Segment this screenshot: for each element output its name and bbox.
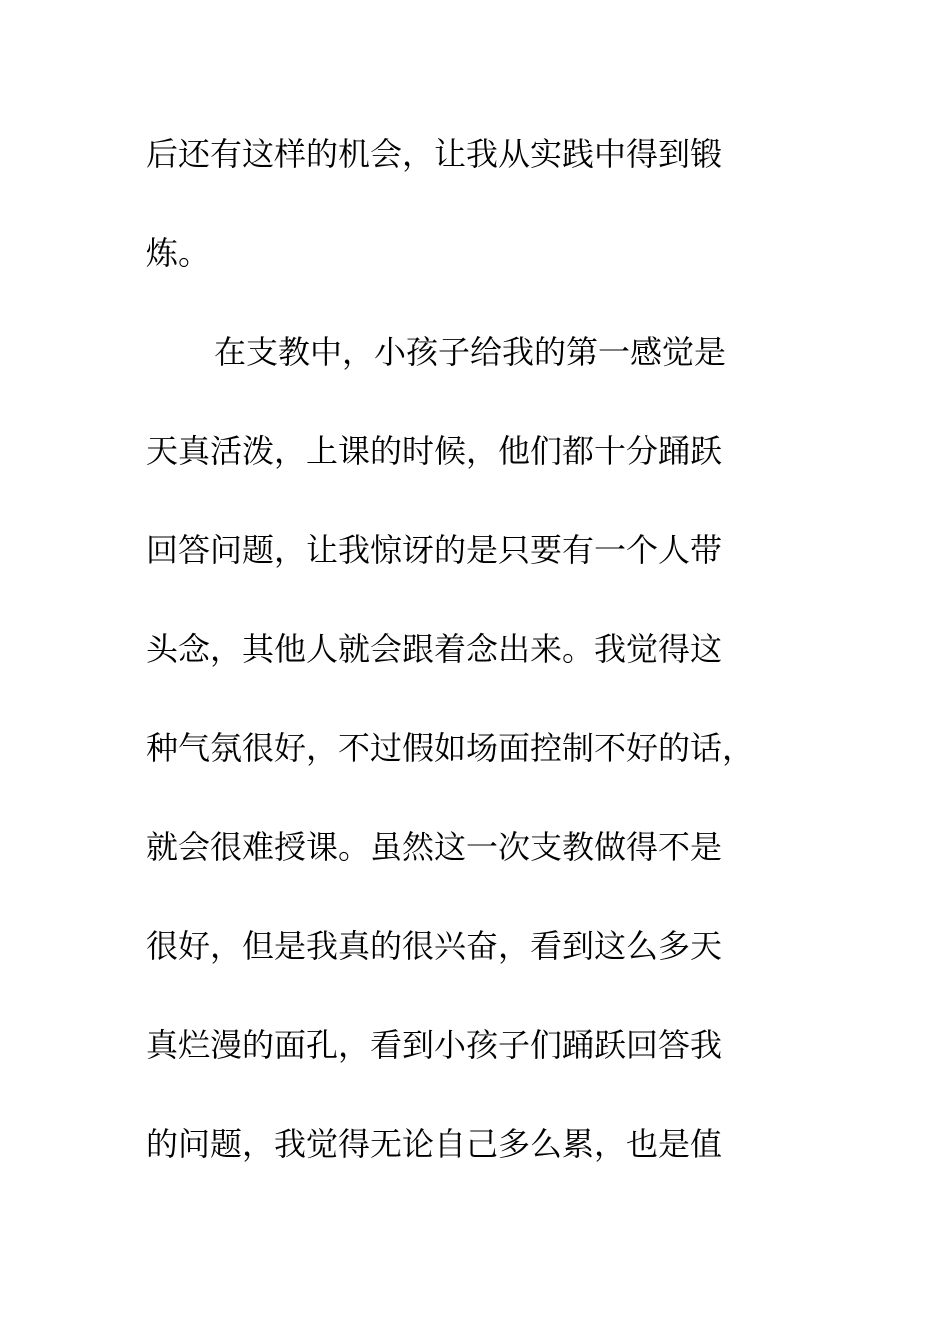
- text-line: 真烂漫的面孔，看到小孩子们踊跃回答我: [146, 1026, 723, 1064]
- text-line: 后还有这样的机会，让我从实践中得到锻: [146, 135, 723, 173]
- text-line: 炼。: [146, 234, 211, 272]
- text-line: 天真活泼，上课的时候，他们都十分踊跃: [146, 432, 723, 470]
- text-line: 种气氛很好，不过假如场面控制不好的话，: [146, 729, 755, 767]
- text-line: 回答问题，让我惊讶的是只要有一个人带: [146, 531, 723, 569]
- text-line: 就会很难授课。虽然这一次支教做得不是: [146, 828, 723, 866]
- text-line: 很好，但是我真的很兴奋，看到这么多天: [146, 927, 723, 965]
- paragraph-first-line: 在支教中，小孩子给我的第一感觉是: [214, 333, 727, 371]
- body-text: [146, 128, 806, 1217]
- text-line: 头念，其他人就会跟着念出来。我觉得这: [146, 630, 723, 668]
- text-line: 的问题，我觉得无论自己多么累，也是值: [146, 1125, 723, 1163]
